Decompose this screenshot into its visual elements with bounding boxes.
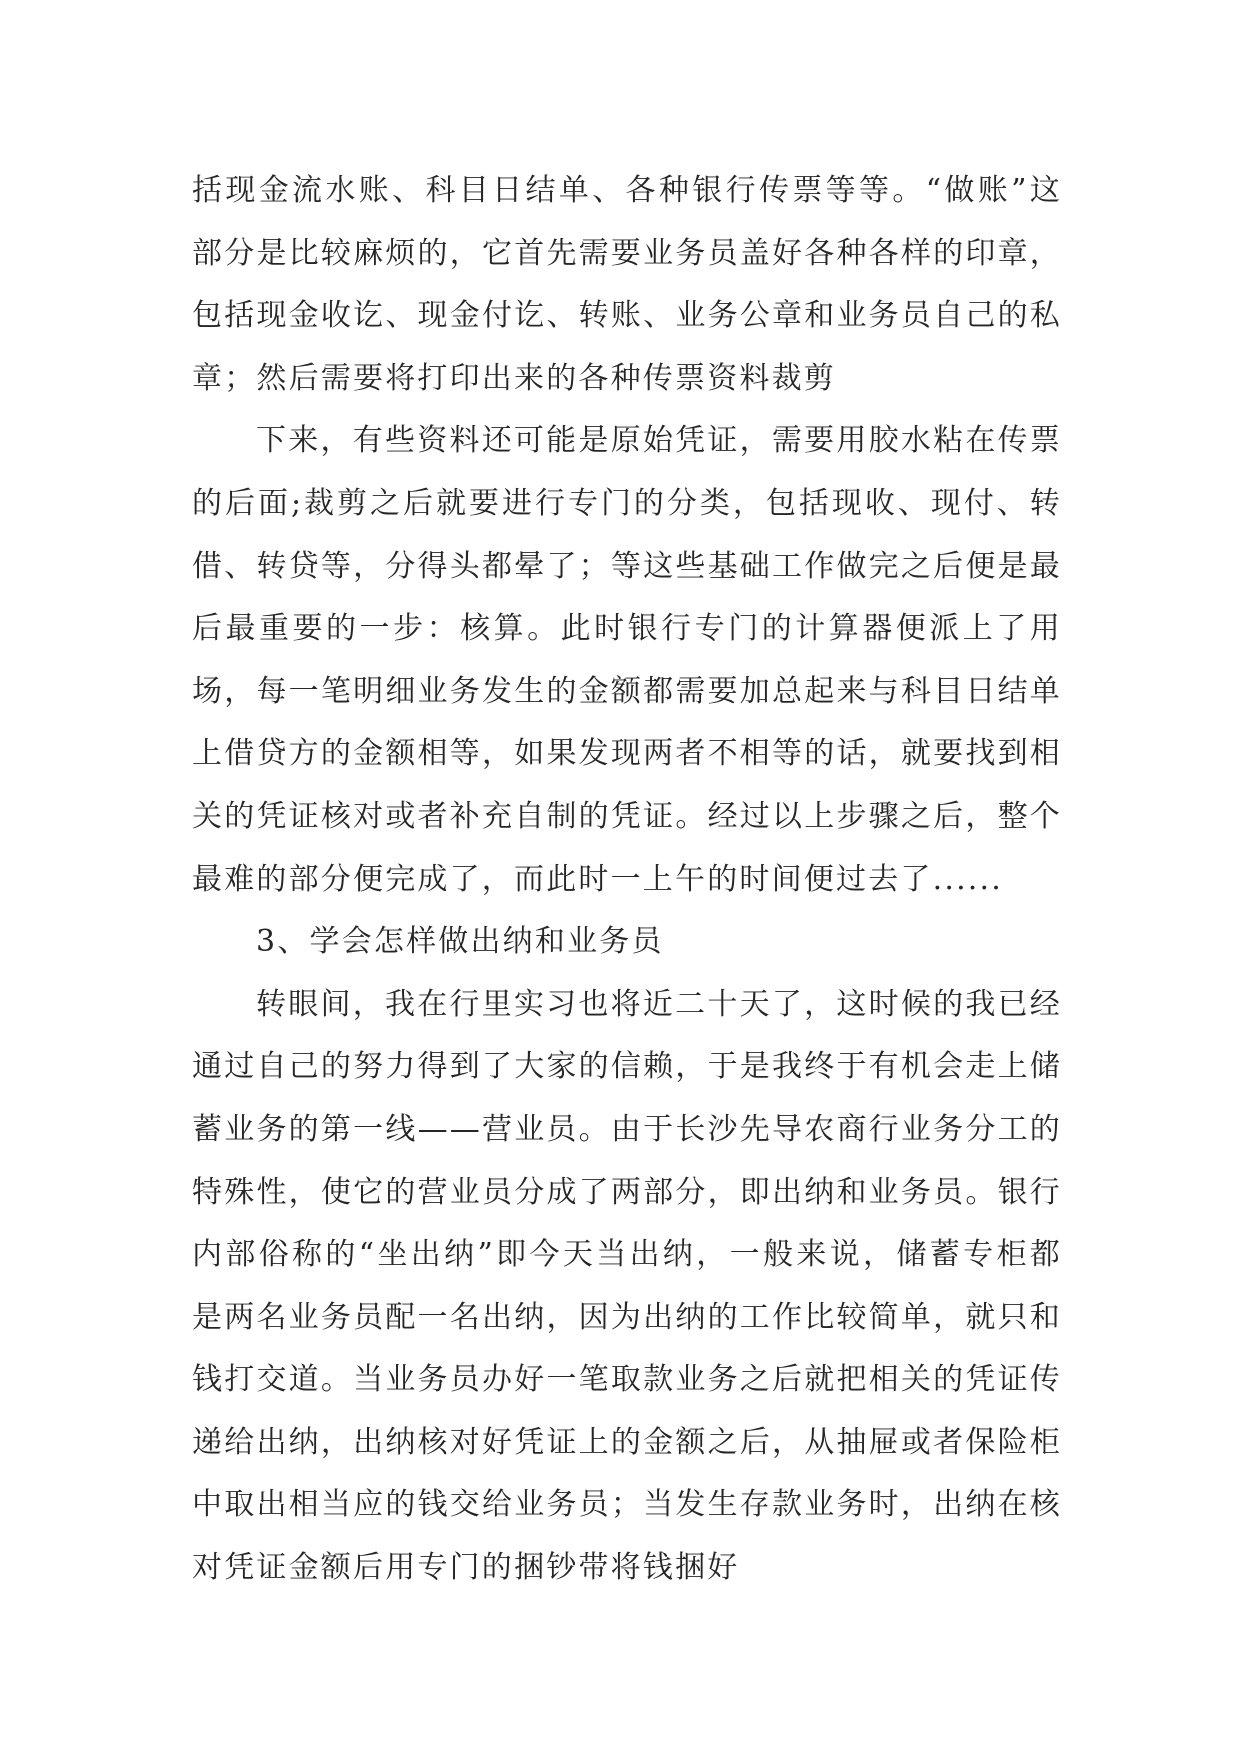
section-heading: 3、学会怎样做出纳和业务员	[256, 924, 664, 960]
paragraph-continuation: 括现金流水账、科目日结单、各种银行传票等等。“做账”这部分是比较麻烦的，它首先需要业务员盖好各种各样的印章，包括现金收讫、现金付讫、转账、业务公章和业务员自己的私章；然后需要将打印出来的各种传票资料裁剪	[192, 173, 1062, 396]
body-text	[192, 160, 1062, 1600]
paragraph-teller: 转眼间，我在行里实习也将近二十天了，这时候的我已经通过自己的努力得到了大家的信赖，于是我终于有机会走上储蓄业务的第一线——营业员。由于长沙先导农商行业务分工的特殊性，使它的营业员分成了两部分，即出纳和业务员。银行内部俗称的“坐出纳”即今天当出纳，一般来说，储蓄专柜都是两名业务员配一名出纳，因为出纳的工作比较简单，就只和钱打交道。当业务员办好一笔取款业务之后就把相关的凭证传递给出纳，出纳核对好凭证上的金额之后，从抽屉或者保险柜中取出相当应的钱交给业务员；当发生存款业务时，出纳在核对凭证金额后用专门的捆钞带将钱捆好	[192, 986, 1062, 1586]
paragraph-accounting: 下来，有些资料还可能是原始凭证，需要用胶水粘在传票的后面;裁剪之后就要进行专门的分类，包括现收、现付、转借、转贷等，分得头都晕了；等这些基础工作做完之后便是最后最重要的一步：核算。此时银行专门的计算器便派上了用场，每一笔明细业务发生的金额都需要加总起来与科目日结单上借贷方的金额相等，如果发现两者不相等的话，就要找到相关的凭证核对或者补充自制的凭证。经过以上步骤之后，整个最难的部分便完成了，而此时一上午的时间便过去了......	[192, 423, 1062, 897]
